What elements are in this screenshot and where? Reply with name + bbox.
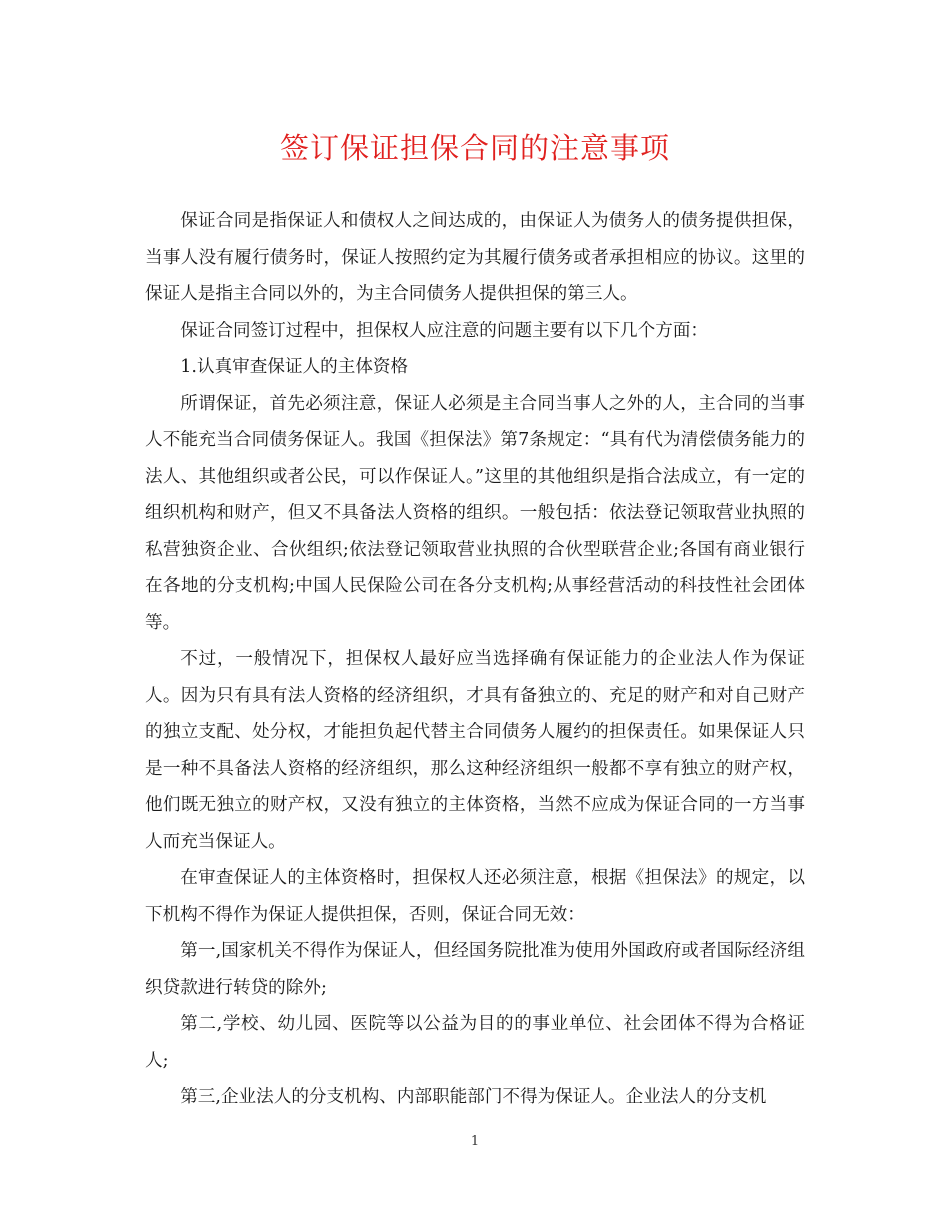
list-item: 第一,国家机关不得作为保证人，但经国务院批准为使用外国政府或者国际经济组织贷款进行转贷的除外; (145, 941, 805, 998)
page-number: 1 (470, 1134, 480, 1149)
paragraph: 所谓保证，首先必须注意，保证人必须是主合同当事人之外的人，主合同的当事人不能充当合同债务保证人。我国《担保法》第7条规定：“具有代为清偿债务能力的法人、其他组织或者公民，可以作保证人。”这里的其他组织是指合法成立，有一定的组织机构和财产，但又不具备法人资格的组织。一般包括：依法登记领取营业执照的私营独资企业、合伙组织;依法登记领取营业执照的合伙型联营企业;各国有商业银行在各地的分支机构;中国人民保险公司在各分支机构;从事经营活动的科技性社会团体等。 (145, 393, 805, 633)
paragraph: 不过，一般情况下，担保权人最好应当选择确有保证能力的企业法人作为保证人。因为只有具有法人资格的经济组织，才具有备独立的、充足的财产和对自己财产的独立支配、处分权，才能担负起代替主合同债务人履约的担保责任。如果保证人只是一种不具备法人资格的经济组织，那么这种经济组织一般都不享有独立的财产权，他们既无独立的财产权，又没有独立的主体资格，当然不应成为保证合同的一方当事人而充当保证人。 (145, 649, 805, 852)
paragraph: 保证合同是指保证人和债权人之间达成的，由保证人为债务人的债务提供担保，当事人没有履行债务时，保证人按照约定为其履行债务或者承担相应的协议。这里的保证人是指主合同以外的，为主合同债务人提供担保的第三人。 (145, 211, 805, 304)
paragraph: 保证合同签订过程中，担保权人应注意的问题主要有以下几个方面： (180, 320, 709, 341)
list-item: 第三,企业法人的分支机构、内部职能部门不得为保证人。企业法人的分支机 (180, 1087, 767, 1107)
section-heading: 1.认真审查保证人的主体资格 (180, 357, 409, 377)
paragraph: 在审查保证人的主体资格时，担保权人还必须注意，根据《担保法》的规定，以下机构不得作为保证人提供担保，否则，保证合同无效： (145, 868, 805, 925)
document-title: 签订保证担保合同的注意事项 (279, 131, 670, 165)
list-item: 第二,学校、幼儿园、医院等以公益为目的的事业单位、社会团体不得为合格证人; (145, 1014, 805, 1071)
document-body (145, 203, 805, 1116)
